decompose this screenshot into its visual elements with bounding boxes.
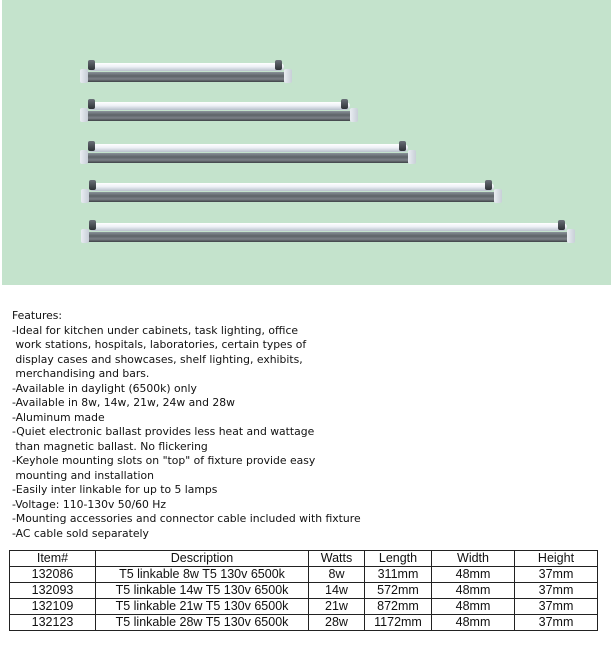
table-row [10,567,598,583]
cell-length: 872mm [365,599,432,615]
fixture-8w [82,63,290,83]
header-length: Length [365,551,432,567]
feature-line: -Quiet electronic ballast provides less heat and wattage [12,425,315,438]
cell-item: 132093 [10,583,96,599]
cell-height: 37mm [515,615,598,631]
cell-watts: 8w [309,567,365,583]
feature-line: -Keyhole mounting slots on "top" of fixture provide easy [12,454,316,467]
cell-item: 132109 [10,599,96,615]
fixture-28w [83,223,573,243]
cell-width: 48mm [432,599,515,615]
cell-height: 37mm [515,583,598,599]
feature-line: -Voltage: 110-130v 50/60 Hz [12,497,167,511]
cell-length: 1172mm [365,615,432,631]
fixture-14w [82,102,356,122]
feature-line: -AC cable sold separately [12,526,149,540]
cell-watts: 14w [309,583,365,599]
feature-line: -Ideal for kitchen under cabinets, task lighting, office [12,323,299,337]
table-row [10,583,598,599]
cell-item: 132123 [10,615,96,631]
feature-line: merchandising and bars. [12,367,150,380]
table-header-row [10,551,598,567]
header-height: Height [515,551,598,567]
cell-watts: 28w [309,615,365,631]
table-row [10,599,598,615]
cell-width: 48mm [432,583,515,599]
cell-length: 311mm [365,567,432,583]
feature-line: -Aluminum made [12,410,105,424]
header-watts: Watts [309,551,365,567]
cell-length: 572mm [365,583,432,599]
features-heading: Features: [12,309,63,322]
feature-line: -Available in daylight (6500k) only [12,381,197,395]
cell-item: 132086 [10,567,96,583]
spec-table [9,550,598,631]
features-list [12,309,361,541]
header-description: Description [96,551,309,567]
cell-description: T5 linkable 28w T5 130v 6500k [96,615,309,631]
fixture-24w [83,183,500,203]
feature-line: work stations, hospitals, laboratories, certain types of [12,338,307,351]
cell-width: 48mm [432,567,515,583]
table-row [10,615,598,631]
feature-line: -Available in 8w, 14w, 21w, 24w and 28w [12,396,235,409]
cell-height: 37mm [515,567,598,583]
header-width: Width [432,551,515,567]
cell-height: 37mm [515,599,598,615]
feature-line: -Mounting accessories and connector cable included with fixture [12,512,361,525]
feature-line: than magnetic ballast. No flickering [12,439,208,453]
cell-description: T5 linkable 14w T5 130v 6500k [96,583,309,599]
feature-line: display cases and showcases, shelf lighting, exhibits, [12,352,303,366]
feature-line: mounting and installation [12,468,154,482]
cell-description: T5 linkable 21w T5 130v 6500k [96,599,309,615]
cell-width: 48mm [432,615,515,631]
fixture-21w [82,144,414,164]
header-item: Item# [10,551,96,567]
feature-line: -Easily inter linkable for up to 5 lamps [12,483,218,496]
cell-watts: 21w [309,599,365,615]
product-photo [2,0,611,285]
cell-description: T5 linkable 8w T5 130v 6500k [96,567,309,583]
